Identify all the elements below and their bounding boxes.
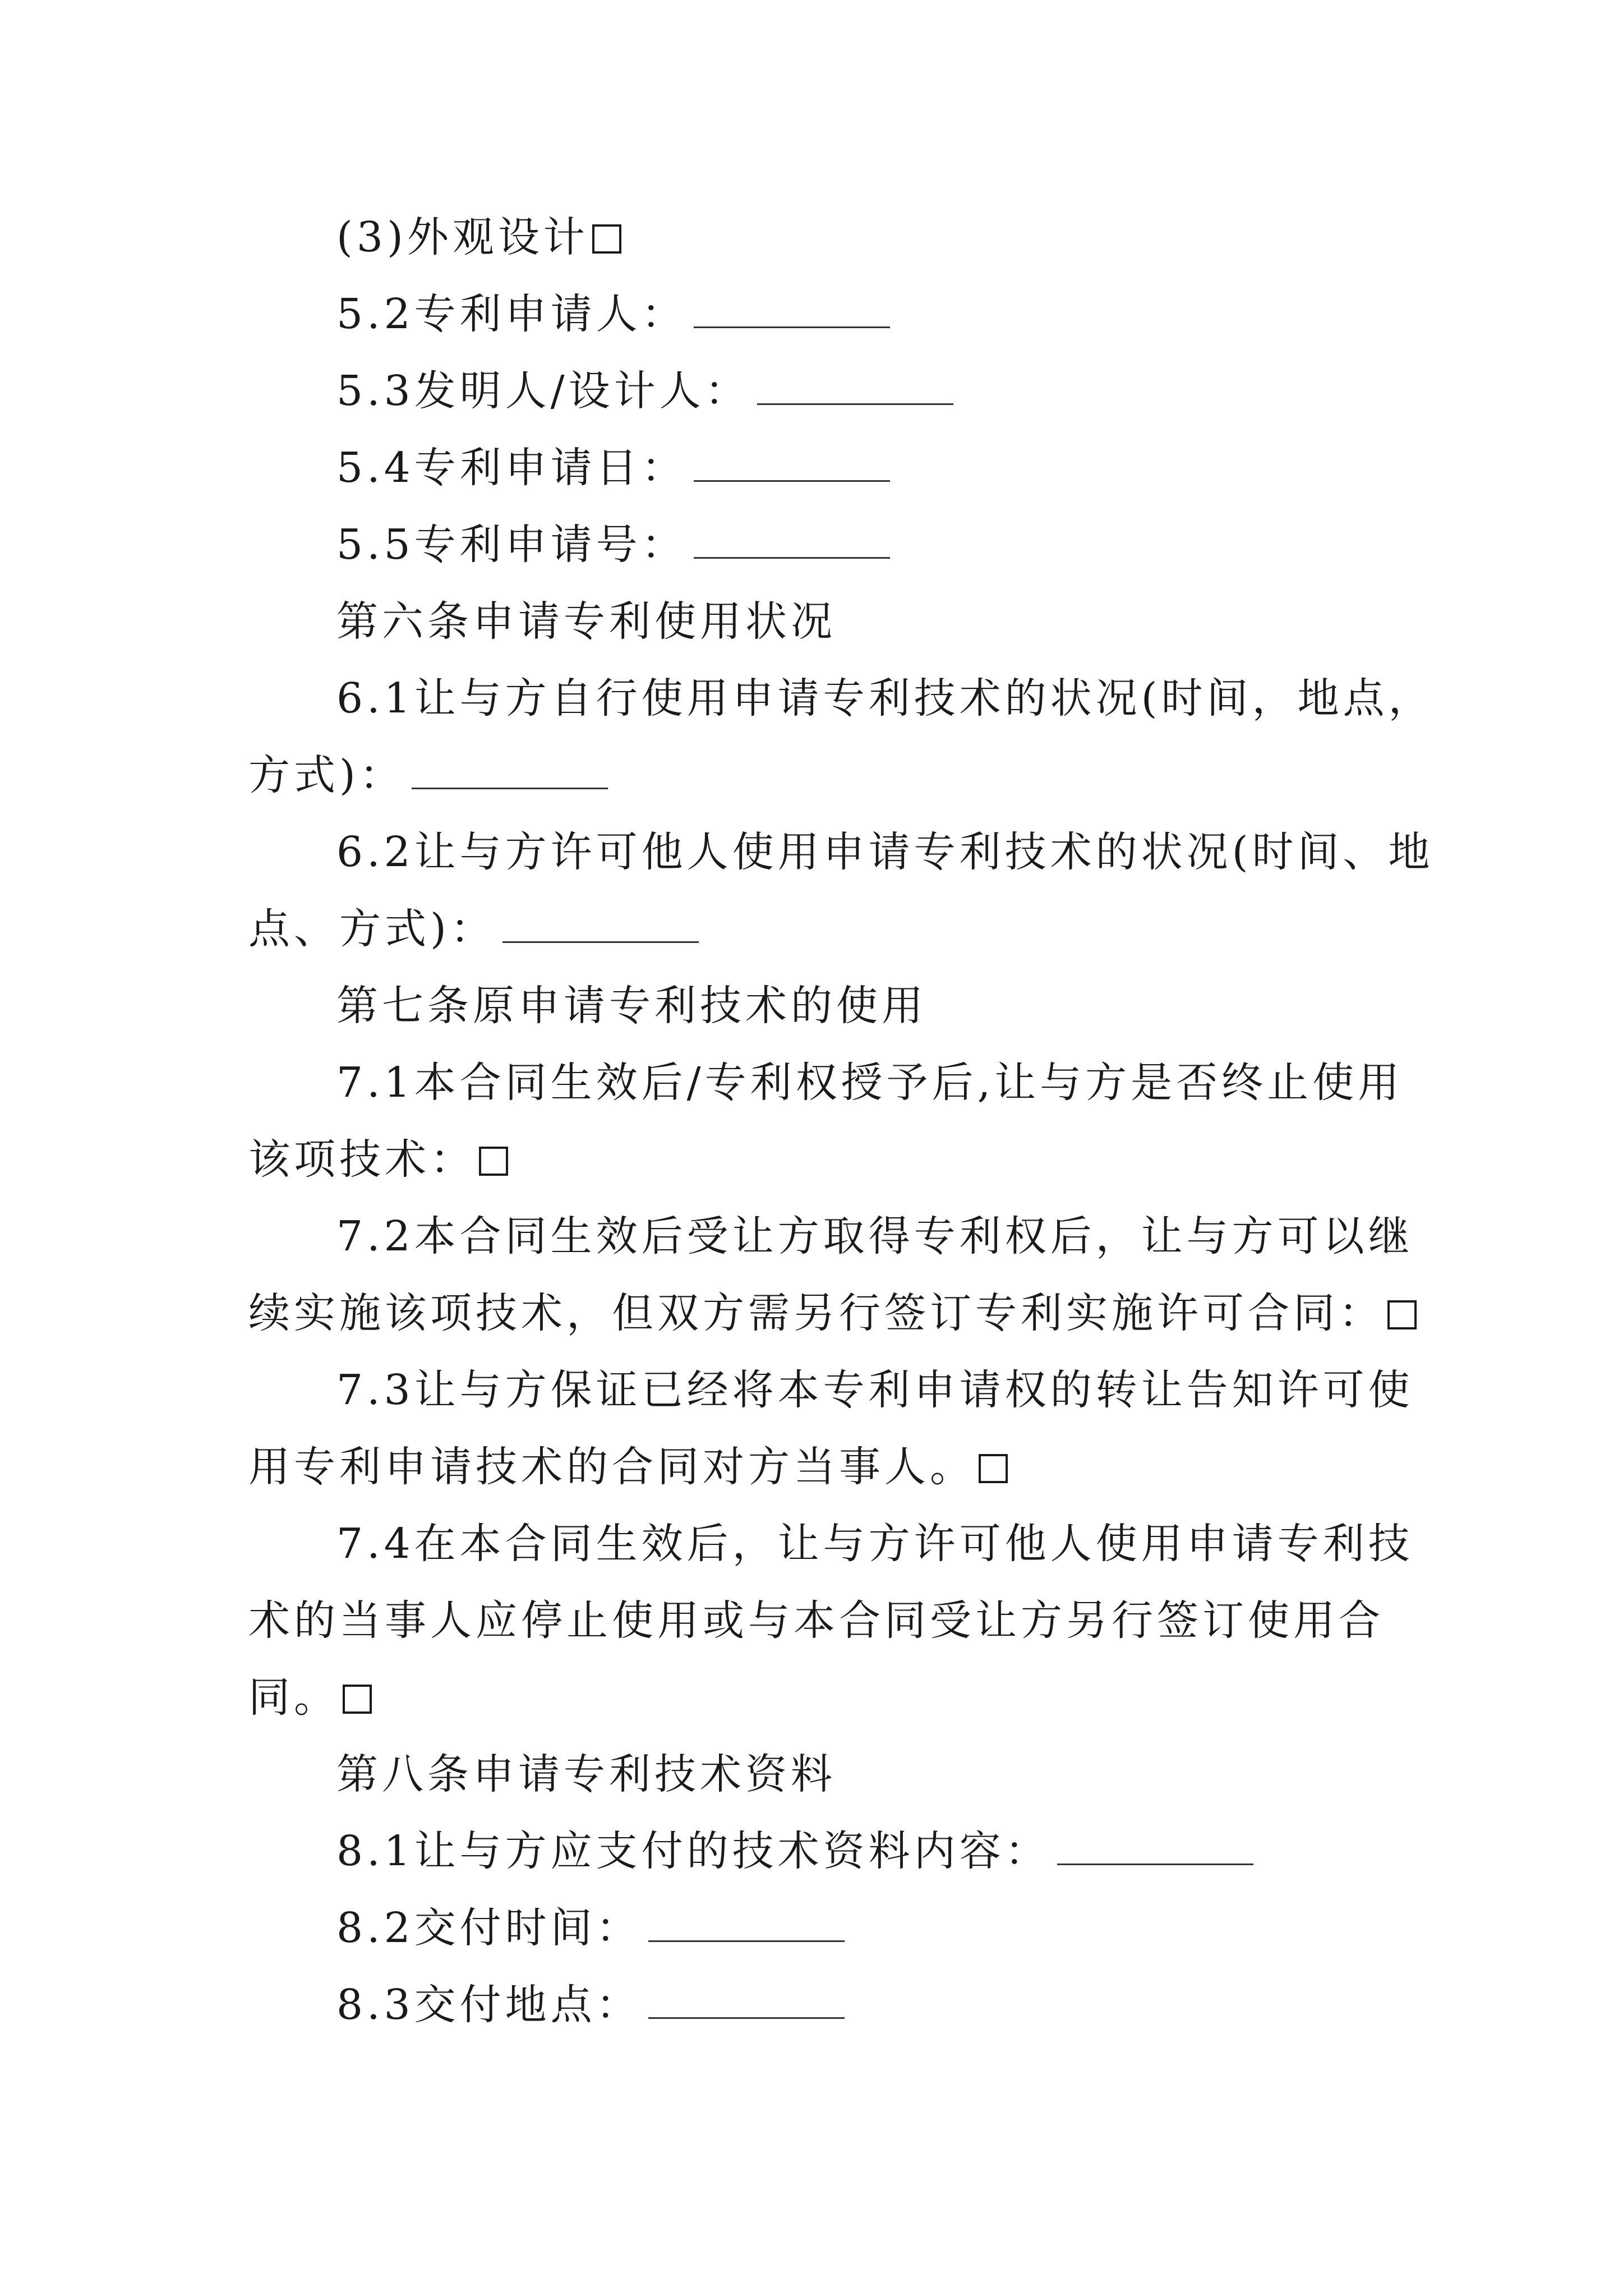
blank-8-2[interactable]	[648, 1901, 845, 1942]
blank-6-1[interactable]	[412, 748, 608, 789]
doc-line-6-1	[248, 660, 1434, 737]
checkbox-design[interactable]	[592, 224, 621, 254]
doc-line-8-2	[248, 1890, 1387, 1967]
doc-line-7-3-cont	[248, 1429, 1387, 1506]
checkbox-7-1[interactable]	[479, 1147, 508, 1176]
blank-application-number[interactable]	[694, 518, 890, 559]
doc-line-inventor	[248, 353, 1387, 430]
line-text: (3)外观设计	[336, 213, 589, 261]
line-text: 第八条申请专利技术资料	[336, 1750, 836, 1798]
document-body	[248, 199, 1434, 2044]
line-text: 7.2本合同生效后受让方取得专利权后，让与方可以继	[336, 1212, 1414, 1260]
line-text: 5.3发明人/设计人：	[336, 367, 750, 415]
line-text: 7.3让与方保证已经将本专利申请权的转让告知许可使	[336, 1366, 1414, 1414]
line-text: 8.1让与方应支付的技术资料内容：	[336, 1827, 1050, 1875]
doc-line-8-1	[248, 1813, 1387, 1890]
doc-line-6-2-cont	[248, 891, 1387, 968]
line-text: 5.5专利申请号：	[336, 521, 687, 569]
doc-line-7-1	[248, 1045, 1404, 1121]
doc-line-application-number	[248, 507, 1387, 583]
blank-inventor[interactable]	[757, 364, 953, 405]
line-text: 续实施该项技术，但双方需另行签订专利实施许可合同：	[248, 1289, 1384, 1337]
line-text: 5.4专利申请日：	[336, 444, 687, 492]
checkbox-7-3[interactable]	[979, 1454, 1008, 1483]
checkbox-7-2[interactable]	[1387, 1300, 1417, 1329]
doc-line-7-3	[248, 1352, 1414, 1429]
line-text: 点、方式)：	[248, 905, 496, 953]
line-text: 6.1让与方自行使用申请专利技术的状况(时间，地点，	[336, 674, 1434, 723]
doc-line-design-option	[248, 199, 1387, 276]
section-heading-7	[248, 968, 1387, 1045]
line-text: 6.2让与方许可他人使用申请专利技术的状况(时间、地	[336, 828, 1434, 876]
line-text: 方式)：	[248, 751, 405, 799]
line-text: 8.2交付时间：	[336, 1904, 642, 1952]
section-heading-8	[248, 1736, 1387, 1813]
line-text: 同。	[248, 1673, 339, 1722]
blank-applicant[interactable]	[694, 287, 890, 328]
line-text: 7.1本合同生效后/专利权授予后,让与方是否终止使用	[336, 1059, 1404, 1107]
checkbox-7-4[interactable]	[343, 1685, 372, 1714]
line-text: 第六条申请专利使用状况	[336, 597, 836, 646]
line-text: 7.4在本合同生效后，让与方许可他人使用申请专利技	[336, 1520, 1414, 1568]
line-text: 术的当事人应停止使用或与本合同受让方另行签订使用合	[248, 1596, 1384, 1645]
line-text: 第七条原申请专利技术的使用	[336, 982, 927, 1030]
doc-line-6-2	[248, 814, 1434, 891]
line-text: 5.2专利申请人：	[336, 290, 687, 338]
doc-line-6-1-cont	[248, 737, 1387, 814]
doc-line-8-3	[248, 1967, 1387, 2044]
doc-line-7-2-cont	[248, 1275, 1387, 1352]
line-text: 8.3交付地点：	[336, 1981, 642, 2029]
doc-line-applicant	[248, 276, 1387, 353]
doc-line-7-4-cont	[248, 1582, 1387, 1659]
line-text: 该项技术：	[248, 1135, 476, 1184]
blank-6-2[interactable]	[502, 902, 699, 943]
line-text: 用专利申请技术的合同对方当事人。	[248, 1443, 975, 1491]
section-heading-6	[248, 583, 1387, 660]
blank-8-3[interactable]	[648, 1978, 845, 2019]
doc-line-7-2	[248, 1198, 1414, 1275]
blank-8-1[interactable]	[1057, 1824, 1253, 1865]
doc-line-7-4	[248, 1506, 1414, 1582]
doc-line-7-4-end	[248, 1659, 1387, 1736]
doc-line-7-1-cont	[248, 1121, 1387, 1198]
doc-line-filing-date	[248, 430, 1387, 507]
blank-filing-date[interactable]	[694, 441, 890, 482]
